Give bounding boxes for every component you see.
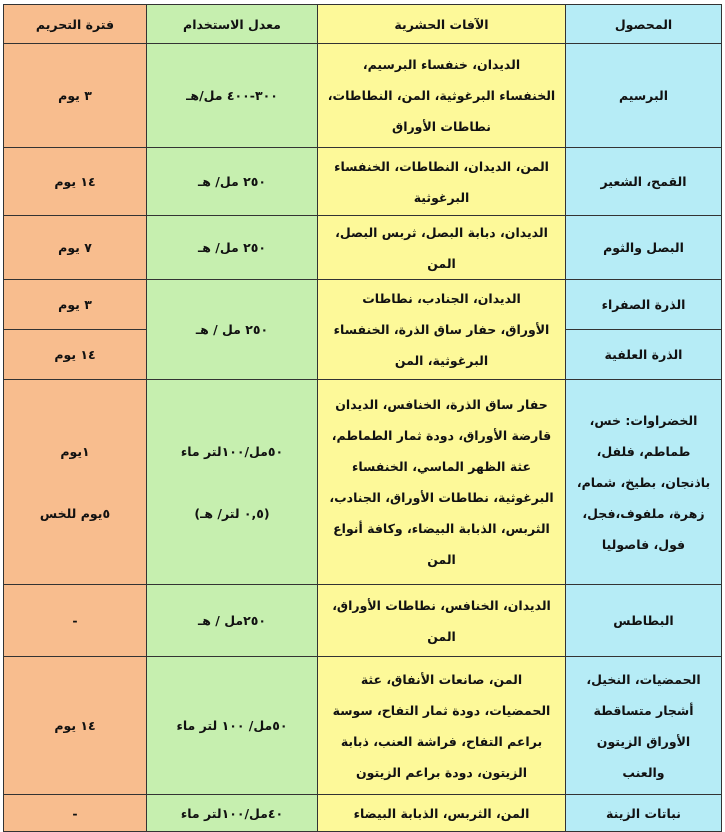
crop-cell: الذرة الصفراء — [566, 280, 722, 330]
table-row — [4, 44, 722, 148]
crop-cell: القمح، الشعير — [566, 148, 722, 216]
pests-cell: المن، الثربس، الذبابة البيضاء — [318, 795, 566, 832]
table-row — [4, 216, 722, 280]
header-period: فترة التحريم — [4, 5, 147, 44]
rate-cell: ٢٥٠ مل/ هـ — [147, 148, 318, 216]
pests-cell: الديدان، الخنافس، نطاطات الأوراق، المن — [318, 585, 566, 657]
crop-cell: نباتات الزينة — [566, 795, 722, 832]
crop-cell: البصل والثوم — [566, 216, 722, 280]
period-cell: ٣ يوم — [4, 280, 147, 330]
rate-cell: ٢٥٠ مل/ هـ — [147, 216, 318, 280]
crop-cell: البرسيم — [566, 44, 722, 148]
pests-cell: حفار ساق الذرة، الخنافس، الديدان قارضة الأوراق، دودة ثمار الطماطم، عثة الظهر الماسي، الخنفساء البرغوثية، نطاطات الأوراق، الجنادب، الثربس، الذبابة البيضاء، وكافة أنواع المن — [318, 380, 566, 585]
header-pests: الآفات الحشرية — [318, 5, 566, 44]
rate-cell: ٤٠مل/١٠٠لتر ماء — [147, 795, 318, 832]
pests-cell: المن، صانعات الأنفاق، عثة الحمضيات، دودة ثمار التفاح، سوسة براعم التفاح، فراشة العنب، ذبابة الزيتون، دودة براعم الزيتون — [318, 657, 566, 795]
crop-cell: الذرة العلفية — [566, 330, 722, 380]
header-row — [4, 5, 722, 44]
pests-cell: المن، الديدان، النطاطات، الخنفساء البرغوثية — [318, 148, 566, 216]
period-cell: ١يوم ٥يوم للخس — [4, 380, 147, 585]
period-cell: - — [4, 795, 147, 832]
period-cell: ١٤ يوم — [4, 657, 147, 795]
crop-cell: الحمضيات، النخيل، أشجار متساقطة الأوراق الزيتون والعنب — [566, 657, 722, 795]
table-row — [4, 280, 722, 330]
pests-cell: الديدان، دبابة البصل، ثربس البصل، المن — [318, 216, 566, 280]
header-rate: معدل الاستخدام — [147, 5, 318, 44]
table-row — [4, 148, 722, 216]
period-cell: ١٤ يوم — [4, 330, 147, 380]
period-cell: ١٤ يوم — [4, 148, 147, 216]
header-crop: المحصول — [566, 5, 722, 44]
table-row — [4, 380, 722, 585]
crop-cell: البطاطس — [566, 585, 722, 657]
period-cell: - — [4, 585, 147, 657]
period-cell: ٧ يوم — [4, 216, 147, 280]
rate-cell: ٥٠مل/١٠٠لتر ماء (٠,٥ لتر/ هـ) — [147, 380, 318, 585]
table-row — [4, 657, 722, 795]
table-row — [4, 795, 722, 832]
rate-cell: ٥٠مل/ ١٠٠ لتر ماء — [147, 657, 318, 795]
pests-cell: الديدان، خنفساء البرسيم، الخنفساء البرغوثية، المن، النطاطات، نطاطات الأوراق — [318, 44, 566, 148]
period-cell: ٣ يوم — [4, 44, 147, 148]
pesticide-table — [3, 4, 722, 832]
pests-cell: الديدان، الجنادب، نطاطات الأوراق، حفار ساق الذرة، الخنفساء البرغوثية، المن — [318, 280, 566, 380]
rate-cell: ٣٠٠-٤٠٠ مل/هـ — [147, 44, 318, 148]
table-row — [4, 585, 722, 657]
rate-cell: ٢٥٠ مل / هـ — [147, 280, 318, 380]
rate-cell: ٢٥٠مل / هـ — [147, 585, 318, 657]
crop-cell: الخضراوات: خس، طماطم، فلفل، باذنجان، بطيخ، شمام، زهرة، ملفوف،فجل، فول، فاصوليا — [566, 380, 722, 585]
